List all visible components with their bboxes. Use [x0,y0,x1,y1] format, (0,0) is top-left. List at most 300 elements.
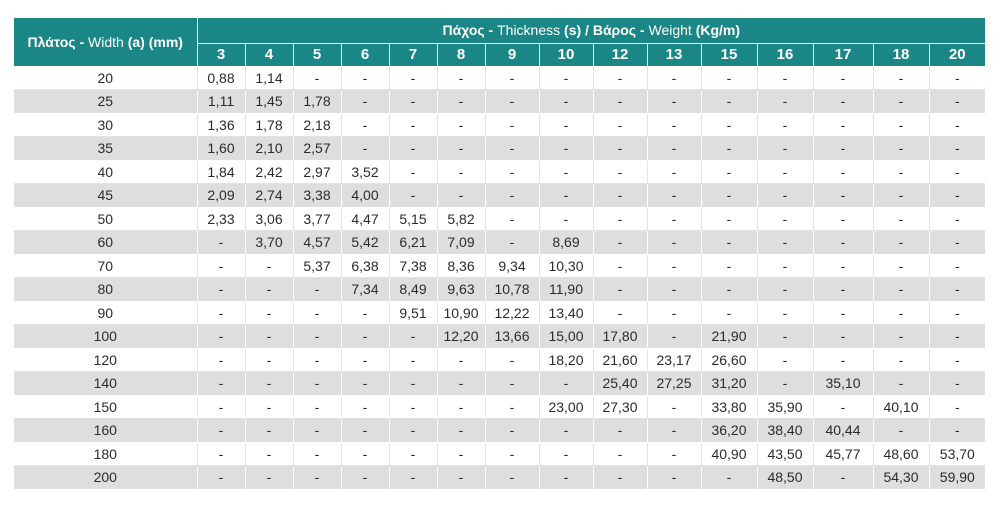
weight-cell: - [593,90,647,114]
weight-cell: - [341,137,389,161]
weight-cell: 2,18 [293,113,341,137]
weight-cell: - [813,325,873,349]
thickness-header-cell: 8 [437,43,485,66]
weight-cell: 6,21 [389,231,437,255]
weight-cell: - [389,466,437,490]
table-row [14,348,985,372]
weight-english-label: Weight [648,22,696,39]
weight-cell: 4,47 [341,207,389,231]
weight-cell: - [437,419,485,443]
weight-greek-label: Βάρος [592,22,637,39]
weight-cell: 1,36 [197,113,245,137]
weight-cell: - [647,137,701,161]
weight-cell: - [813,395,873,419]
weight-cell: - [293,325,341,349]
weight-cell: 43,50 [757,442,813,466]
weight-cell: - [873,254,929,278]
weight-cell: - [437,160,485,184]
table-row [14,137,985,161]
weight-cell: - [341,301,389,325]
weight-cell: - [647,301,701,325]
thickness-header-cell: 6 [341,43,389,66]
weight-cell: - [757,137,813,161]
table-row [14,90,985,114]
weight-cell: - [485,66,539,90]
weight-cell: 15,00 [539,325,593,349]
table-row [14,184,985,208]
weight-cell: - [539,419,593,443]
weight-cell: - [389,160,437,184]
weight-cell: - [813,66,873,90]
width-cell: 40 [14,160,197,184]
weight-cell: 4,00 [341,184,389,208]
weight-cell: 1,60 [197,137,245,161]
weight-cell: - [197,442,245,466]
table-row [14,113,985,137]
weight-cell: 35,10 [813,372,873,396]
weight-cell: - [701,160,757,184]
weight-cell: - [437,466,485,490]
weight-cell: 1,11 [197,90,245,114]
weight-cell: - [539,160,593,184]
thickness-header-cell: 5 [293,43,341,66]
weight-cell: - [929,278,985,302]
weight-cell: - [647,442,701,466]
weight-cell: - [701,254,757,278]
width-cell: 35 [14,137,197,161]
weight-cell: - [593,137,647,161]
weight-cell: 5,15 [389,207,437,231]
weight-cell: - [757,348,813,372]
weight-cell: 1,45 [245,90,293,114]
weight-cell: - [245,325,293,349]
width-cell: 100 [14,325,197,349]
weight-separator: - [636,22,649,39]
weight-cell: - [757,372,813,396]
weight-cell: - [485,231,539,255]
weight-cell: 1,78 [245,113,293,137]
weight-cell: - [757,113,813,137]
weight-cell: 23,00 [539,395,593,419]
weight-cell: - [389,184,437,208]
width-cell: 50 [14,207,197,231]
weight-cell: - [341,90,389,114]
weight-cell: - [873,231,929,255]
weight-cell: - [539,113,593,137]
header-slash: / [581,22,593,39]
weight-cell: - [873,278,929,302]
weight-cell: 1,78 [293,90,341,114]
weight-cell: - [197,254,245,278]
weight-cell: 1,14 [245,66,293,90]
weight-cell: - [437,348,485,372]
weight-cell: 12,22 [485,301,539,325]
weight-cell: - [757,301,813,325]
weight-cell: - [647,395,701,419]
weight-cell: - [341,372,389,396]
thickness-symbol: (s) [564,22,582,39]
weight-cell: - [929,325,985,349]
weight-cell: - [929,66,985,90]
weight-cell: - [593,231,647,255]
weight-cell: - [701,137,757,161]
weight-cell: 17,80 [593,325,647,349]
weight-cell: 45,77 [813,442,873,466]
weight-cell: - [293,395,341,419]
weight-cell: - [873,372,929,396]
weight-cell: - [647,90,701,114]
table-row [14,66,985,90]
weight-cell: - [701,301,757,325]
weight-cell: - [873,301,929,325]
weight-cell: 2,33 [197,207,245,231]
weight-cell: 4,57 [293,231,341,255]
weight-cell: 8,69 [539,231,593,255]
weight-cell: - [647,254,701,278]
thickness-header-cell: 4 [245,43,293,66]
weight-cell: - [293,348,341,372]
weight-cell: - [701,90,757,114]
weight-cell: - [757,66,813,90]
weight-cell: - [539,184,593,208]
thickness-header-cell: 10 [539,43,593,66]
weight-cell: - [593,160,647,184]
weight-cell: 33,80 [701,395,757,419]
weight-cell: 27,25 [647,372,701,396]
width-cell: 200 [14,466,197,490]
weight-cell: - [757,207,813,231]
weight-cell: - [197,278,245,302]
width-cell: 70 [14,254,197,278]
weight-cell: - [813,160,873,184]
weight-cell: - [813,90,873,114]
weight-cell: - [701,231,757,255]
weight-cell: - [539,90,593,114]
weight-cell: 3,52 [341,160,389,184]
width-cell: 120 [14,348,197,372]
thickness-header-cell: 17 [813,43,873,66]
weight-cell: - [389,348,437,372]
weight-cell: - [437,372,485,396]
weight-cell: - [437,395,485,419]
weight-cell: 2,10 [245,137,293,161]
weight-cell: - [873,66,929,90]
weight-cell: - [437,442,485,466]
weight-cell: - [539,442,593,466]
width-column-header [14,18,197,66]
weight-cell: 10,30 [539,254,593,278]
weight-cell: - [485,395,539,419]
weight-cell: - [873,348,929,372]
weight-cell: - [389,325,437,349]
weight-cell: - [389,395,437,419]
width-cell: 25 [14,90,197,114]
weight-cell: - [701,278,757,302]
weight-cell: 40,44 [813,419,873,443]
thickness-header-cell: 9 [485,43,539,66]
weight-cell: - [813,278,873,302]
weight-cell: 0,88 [197,66,245,90]
weight-cell: - [593,442,647,466]
table-row [14,395,985,419]
weight-cell: 11,90 [539,278,593,302]
weight-cell: - [647,419,701,443]
weight-cell: - [647,160,701,184]
width-cell: 150 [14,395,197,419]
weight-cell: - [701,113,757,137]
weight-cell: - [341,325,389,349]
weight-cell: - [929,301,985,325]
weight-cell: 31,20 [701,372,757,396]
weight-cell: - [929,184,985,208]
weight-cell: - [757,90,813,114]
weight-cell: 2,42 [245,160,293,184]
weight-cell: - [873,207,929,231]
weight-cell: - [293,466,341,490]
weight-cell: - [245,466,293,490]
weight-cell: 7,09 [437,231,485,255]
weight-cell: - [485,207,539,231]
weight-cell: - [701,184,757,208]
weight-cell: - [539,137,593,161]
weight-cell: - [593,419,647,443]
width-cell: 180 [14,442,197,466]
weight-cell: - [813,301,873,325]
weight-cell: - [245,442,293,466]
weight-cell: - [389,442,437,466]
weight-cell: - [647,325,701,349]
weight-cell: 3,70 [245,231,293,255]
weight-cell: - [593,301,647,325]
weight-cell: 8,49 [389,278,437,302]
weight-cell: - [757,231,813,255]
weight-cell: 7,38 [389,254,437,278]
weight-cell: - [647,466,701,490]
weight-cell: - [437,137,485,161]
weight-cell: - [593,184,647,208]
weight-cell: 27,30 [593,395,647,419]
weight-cell: - [929,160,985,184]
table-row [14,254,985,278]
weight-cell: - [197,231,245,255]
thickness-separator: - [484,22,498,39]
weight-cell: - [245,395,293,419]
weight-cell: 6,38 [341,254,389,278]
weight-cell: - [813,466,873,490]
weight-cell: - [929,207,985,231]
weight-cell: 25,40 [593,372,647,396]
weight-cell: - [539,372,593,396]
weight-cell: - [647,66,701,90]
weight-cell: - [197,325,245,349]
weight-cell: 3,06 [245,207,293,231]
thickness-header-cell: 3 [197,43,245,66]
weight-cell: - [389,137,437,161]
weight-cell: - [485,113,539,137]
weight-cell: - [593,113,647,137]
weight-cell: 10,90 [437,301,485,325]
weight-cell: - [593,466,647,490]
thickness-header-cell: 13 [647,43,701,66]
weight-cell: - [757,184,813,208]
weight-cell: - [293,278,341,302]
weight-cell: 3,38 [293,184,341,208]
weight-cell: - [873,137,929,161]
weight-cell: - [701,66,757,90]
weight-cell: 13,40 [539,301,593,325]
weight-cell: - [341,66,389,90]
weight-cell: 21,90 [701,325,757,349]
weight-cell: - [197,301,245,325]
weight-cell: - [757,325,813,349]
weight-cell: - [341,466,389,490]
weight-cell: - [245,348,293,372]
weight-cell: - [341,419,389,443]
weight-cell: 35,90 [757,395,813,419]
weight-cell: - [485,137,539,161]
weight-cell: - [341,395,389,419]
weight-unit: (Kg/m) [695,22,741,39]
width-cell: 160 [14,419,197,443]
thickness-weight-header [197,18,985,43]
weight-cell: 26,60 [701,348,757,372]
weight-cell: - [245,372,293,396]
width-cell: 80 [14,278,197,302]
weight-cell: - [293,66,341,90]
weight-cell: 5,42 [341,231,389,255]
weight-cell: - [593,254,647,278]
weight-cell: - [293,442,341,466]
weight-cell: - [647,278,701,302]
weight-cell: - [539,466,593,490]
weight-cell: - [873,419,929,443]
table-row [14,301,985,325]
weight-cell: 9,34 [485,254,539,278]
weight-cell: 9,51 [389,301,437,325]
weight-cell: - [245,419,293,443]
weight-cell: - [539,207,593,231]
weight-cell: - [293,372,341,396]
width-english-label: Width [88,34,128,50]
weight-cell: - [647,113,701,137]
weight-cell: - [389,90,437,114]
table-row [14,372,985,396]
weight-cell: - [341,442,389,466]
weight-cell: - [929,395,985,419]
steel-flat-bar-weight-table [14,18,985,490]
weight-cell: - [873,160,929,184]
weight-cell: - [873,184,929,208]
weight-cell: - [437,113,485,137]
weight-cell: - [593,278,647,302]
width-cell: 140 [14,372,197,396]
weight-cell: - [341,348,389,372]
weight-cell: 53,70 [929,442,985,466]
weight-cell: 9,63 [437,278,485,302]
weight-cell: - [593,66,647,90]
weight-cell: - [245,301,293,325]
weight-cell: - [929,137,985,161]
weight-cell: 5,82 [437,207,485,231]
thickness-header-cell: 15 [701,43,757,66]
weight-cell: 1,84 [197,160,245,184]
weight-cell: - [813,231,873,255]
weight-cell: - [701,466,757,490]
weight-cell: - [293,419,341,443]
table-row [14,278,985,302]
table-row [14,325,985,349]
width-greek-label: Πλάτος [27,34,76,50]
weight-cell: 13,66 [485,325,539,349]
weight-cell: - [485,419,539,443]
weight-cell: - [245,278,293,302]
weight-cell: 40,10 [873,395,929,419]
weight-cell: 54,30 [873,466,929,490]
weight-cell: - [539,66,593,90]
table-row [14,419,985,443]
weight-cell: 5,37 [293,254,341,278]
weight-cell: - [197,348,245,372]
weight-cell: - [929,348,985,372]
weight-cell: 36,20 [701,419,757,443]
weight-cell: - [647,184,701,208]
weight-cell: - [485,90,539,114]
weight-cell: - [813,254,873,278]
weight-cell: 59,90 [929,466,985,490]
weight-cell: - [245,254,293,278]
weight-cell: - [197,419,245,443]
weight-cell: - [813,207,873,231]
weight-cell: - [929,113,985,137]
weight-cell: 38,40 [757,419,813,443]
weight-cell: - [293,301,341,325]
weight-cell: - [873,90,929,114]
weight-cell: - [485,184,539,208]
weight-cell: - [813,113,873,137]
weight-cell: - [485,348,539,372]
weight-cell: - [813,184,873,208]
weight-cell: - [437,66,485,90]
weight-cell: - [389,372,437,396]
weight-cell: 2,57 [293,137,341,161]
weight-cell: 40,90 [701,442,757,466]
weight-cell: - [929,419,985,443]
weight-cell: - [593,207,647,231]
weight-cell: - [389,419,437,443]
weight-cell: - [197,466,245,490]
weight-cell: 21,60 [593,348,647,372]
width-cell: 45 [14,184,197,208]
weight-cell: - [757,278,813,302]
weight-cell: 12,20 [437,325,485,349]
weight-cell: - [437,90,485,114]
thickness-greek-label: Πάχος [442,22,485,39]
weight-cell: 18,20 [539,348,593,372]
weight-cell: - [437,184,485,208]
table-body [14,66,985,489]
weight-cell: 23,17 [647,348,701,372]
weight-cell: 2,09 [197,184,245,208]
weight-cell: 2,97 [293,160,341,184]
weight-cell: - [485,160,539,184]
weight-cell: - [197,372,245,396]
weight-cell: - [929,231,985,255]
thickness-header-cell: 12 [593,43,647,66]
weight-cell: 8,36 [437,254,485,278]
table-row [14,160,985,184]
weight-cell: - [341,113,389,137]
thickness-header-cell: 18 [873,43,929,66]
